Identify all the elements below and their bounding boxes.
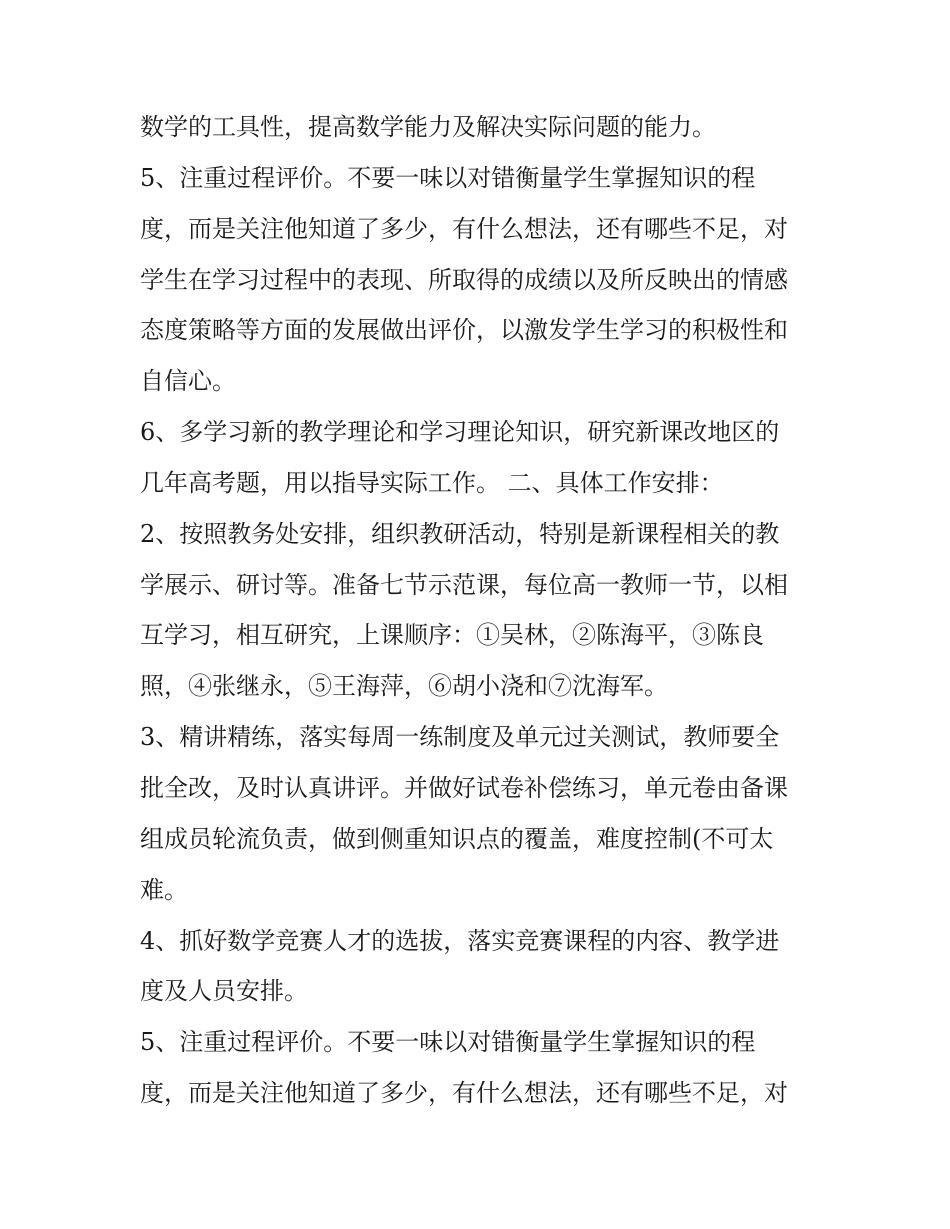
text-line: 4、抓好数学竞赛人才的选拔，落实竞赛课程的内容、教学进: [140, 926, 780, 955]
text-line: 组成员轮流负责，做到侧重知识点的覆盖，难度控制(不可太: [140, 824, 774, 853]
text-line: 学展示、研讨等。准备七节示范课，每位高一教师一节，以相: [140, 570, 788, 599]
text-line: 数学的工具性，提高数学能力及解决实际问题的能力。: [140, 113, 716, 141]
text-line: 度，而是关注他知道了多少，有什么想法，还有哪些不足，对: [140, 214, 788, 243]
text-line: 照，④张继永，⑤王海萍，⑥胡小浇和⑦沈海军。: [140, 672, 668, 701]
text-line: 3、精讲精练，落实每周一练制度及单元过关测试，教师要全: [140, 723, 780, 752]
text-line: 5、注重过程评价。不要一味以对错衡量学生掌握知识的程: [140, 1028, 756, 1057]
document-body: [140, 102, 820, 1119]
text-line: 2、按照教务处安排，组织教研活动，特别是新课程相关的教: [140, 519, 780, 548]
text-line: 度及人员安排。: [140, 977, 308, 1006]
text-line: 自信心。: [140, 367, 236, 396]
text-line: 6、多学习新的教学理论和学习理论知识，研究新课改地区的: [140, 418, 780, 447]
text-line: 态度策略等方面的发展做出评价，以激发学生学习的积极性和: [140, 316, 788, 345]
text-line: 互学习，相互研究，上课顺序：①吴林，②陈海平，③陈良: [140, 621, 764, 650]
text-line: 度，而是关注他知道了多少，有什么想法，还有哪些不足，对: [140, 1079, 788, 1108]
text-line: 几年高考题，用以指导实际工作。 二、具体工作安排：: [140, 468, 724, 497]
text-line: 5、注重过程评价。不要一味以对错衡量学生掌握知识的程: [140, 163, 756, 192]
text-line: 批全改，及时认真讲评。并做好试卷补偿练习，单元卷由备课: [140, 773, 788, 802]
text-line: 难。: [140, 875, 188, 904]
text-line: 学生在学习过程中的表现、所取得的成绩以及所反映出的情感: [140, 265, 788, 294]
